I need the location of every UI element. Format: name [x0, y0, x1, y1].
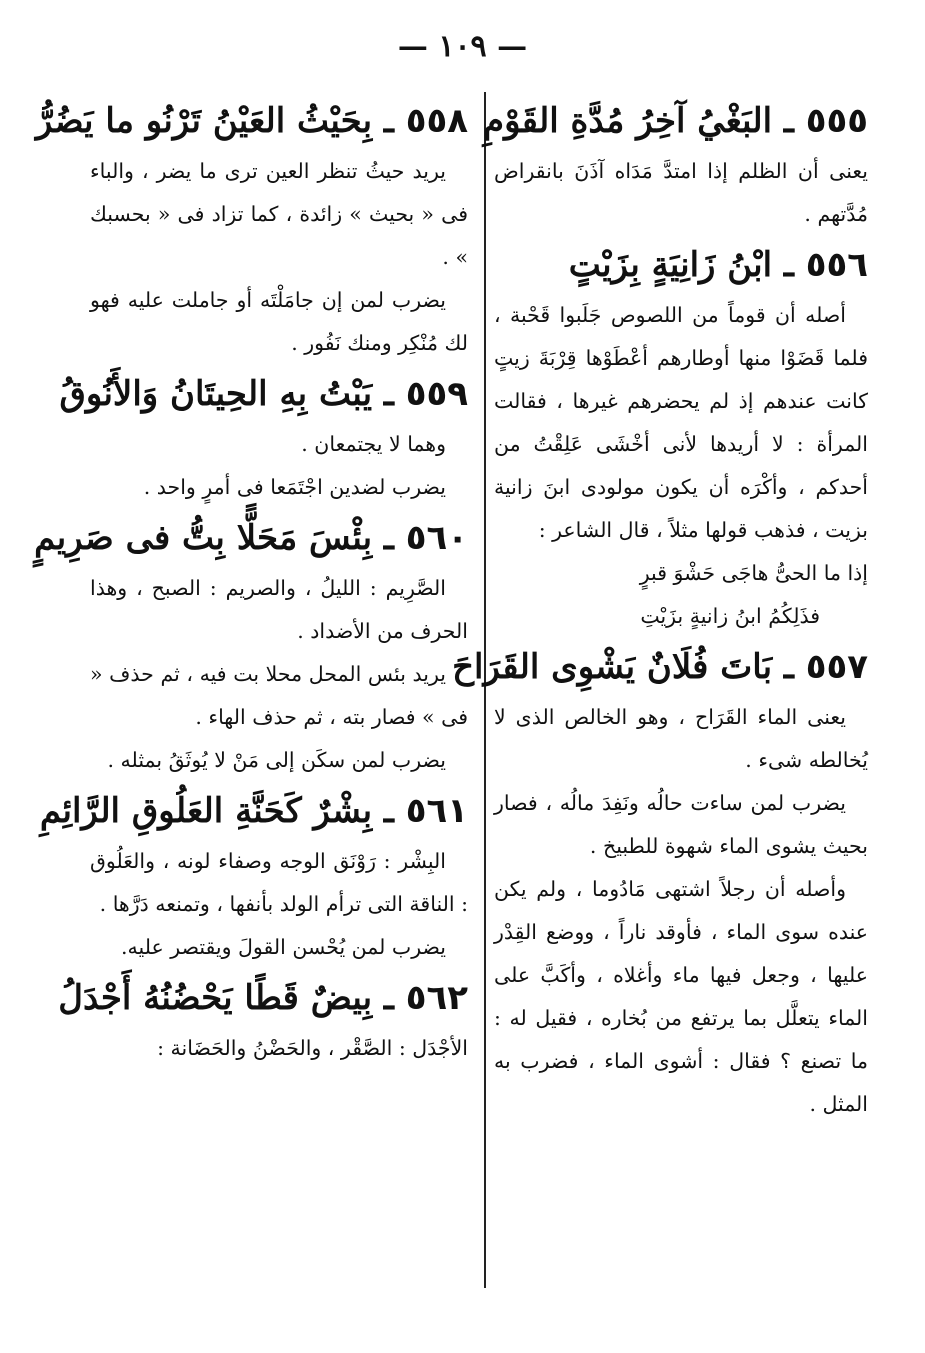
proverb-text: بَاتَ فُلَانٌ يَشْوِى القَرَاحَ — [452, 647, 773, 687]
proverb-heading — [39, 782, 468, 840]
explanation-paragraph: يضرب لضدين اجْتَمَعا فى أمرٍ واحد . — [143, 475, 446, 499]
proverb-number: ٥٥٨ — [405, 101, 468, 141]
proverb-heading — [35, 92, 468, 150]
proverb-number: ٥٥٧ — [805, 647, 868, 687]
proverb-number: ٥٦١ — [405, 791, 468, 831]
explanation-paragraph: يعنى الماء القَرَاح ، وهو الخالص الذى لا يُخالطه شىء . — [494, 705, 868, 772]
explanation-paragraph: البِشْر : رَوْنَق الوجه وصفاء لونه ، والعَلُوق : الناقة التى ترأم الولد بأنفها ، وتمنعه دَرَّها . — [90, 849, 468, 916]
poem-verse: فذَلِكُمُ ابنُ زانيةٍ بزَيْتِ — [640, 604, 820, 628]
explanation-paragraph: وهما لا يجتمعان . — [301, 432, 446, 456]
heading-dash: ـ — [772, 647, 806, 687]
explanation-paragraph: أصله أن قوماً من اللصوص جَلَبوا قَحْبة ، فلما قَضَوْا منها أوطارهم أعْطَوْها قِرْبَةَ زيتٍ كانت عندهم إذ لم يحضرهم غيرها ، فقالت المرأة : لا أريدها لأنى أخْشَى عَلِقْتُ من أحدكم ، وأكْرَه أن يكون مولودى ابنَ زانية بزيت ، فذهب قولها مثلاً ، قال الشاعر : — [494, 303, 868, 542]
heading-dash: ـ — [372, 978, 406, 1018]
proverb-text: بِيضٌ قَطًا يَحْضُنُهُ أَجْدَلُ — [58, 978, 373, 1018]
page-number: — ١٠٩ — — [397, 29, 528, 64]
proverb-number: ٥٦٢ — [405, 978, 468, 1018]
explanation-paragraph: الصَّرِيم : الليلُ ، والصريم : الصبح ، وهذا الحرف من الأضداد . — [90, 576, 468, 643]
proverb-heading — [58, 969, 468, 1027]
proverb-number: ٥٥٩ — [405, 374, 468, 414]
explanation-paragraph: يضرب لمن يُحْسن القولَ ويقتصر عليه. — [121, 935, 446, 959]
proverb-text: يَبْتُ بِهِ الحِيتَانُ وَالأَنُوقُ — [59, 374, 373, 414]
proverb-number: ٥٥٦ — [805, 245, 868, 285]
proverb-heading — [483, 92, 868, 150]
explanation-paragraph: يريد بئس المحل محلا بت فيه ، ثم حذف « فى » فصار بته ، ثم حذف الهاء . — [90, 662, 468, 729]
proverb-text: البَغْيُ آخِرُ مُدَّةِ القَوْمِ — [483, 101, 773, 141]
poem-verse: إذا ما الحىُّ هاجَى حَشْوَ قبرٍ — [639, 561, 868, 585]
explanation-paragraph: الأجْدَل : الصَّقْر ، والحَضْنُ والحَضَانة : — [157, 1036, 468, 1060]
heading-dash: ـ — [372, 791, 406, 831]
proverb-text: ابْنُ زَانِيَةٍ بِزَيْتٍ — [568, 245, 773, 285]
heading-dash: ـ — [372, 374, 406, 414]
heading-dash: ـ — [372, 518, 406, 558]
heading-dash: ـ — [772, 245, 806, 285]
proverb-number: ٥٥٥ — [805, 101, 868, 141]
left-column — [34, 92, 468, 1313]
proverb-text: بِشْرٌ كَحَنَّةِ العَلُوقِ الرَّائِمِ — [39, 791, 373, 831]
proverb-heading — [59, 365, 468, 423]
heading-dash: ـ — [772, 101, 806, 141]
explanation-paragraph: يضرب لمن ساءت حالُه ونَفِدَ مالُه ، فصار بحيث يشوى الماء شهوة للطبيخ . — [494, 791, 868, 858]
explanation-paragraph: يضرب لمن سكَن إلى مَنْ لا يُوثَقُ بمثله . — [107, 748, 446, 772]
right-column — [452, 92, 868, 1313]
proverb-text: بِئْسَ مَحَلًّا بِتُّ فى صَرِيمٍ — [34, 518, 373, 558]
explanation-paragraph: يضرب لمن إن جامَلْتَه أو جاملت عليه فهو لك مُنْكِر ومنك نَفُور . — [90, 288, 468, 355]
proverb-number: ٥٦٠ — [405, 518, 468, 558]
explanation-paragraph: يعنى أن الظلم إذا امتدَّ مَدَاه آذَنَ بانقراض مُدَّتهم . — [494, 159, 868, 226]
proverb-heading — [494, 236, 868, 294]
explanation-paragraph: وأصله أن رجلاً اشتهى مَادُوما ، ولم يكن عنده سوى الماء ، فأوقد ناراً ، ووضع القِدْر عليها ، وجعل فيها ماء وأغلاه ، وأكَبَّ على الماء يتعلَّل بما يرتفع من بُخاره ، فقيل له : ما تصنع ؟ فقال : أشوى الماء ، فضرب به المثل . — [494, 877, 868, 1116]
proverb-text: بِحَيْثُ العَيْنُ تَرْنُو ما يَضُرُّ — [35, 101, 373, 141]
heading-dash: ـ — [372, 101, 406, 141]
explanation-paragraph: يريد حيثُ تنظر العين ترى ما يضر ، والباء فى « بحيث » زائدة ، كما تزاد فى « بحسبك » . — [90, 159, 468, 269]
proverb-heading — [34, 509, 468, 567]
proverb-heading — [452, 638, 868, 696]
